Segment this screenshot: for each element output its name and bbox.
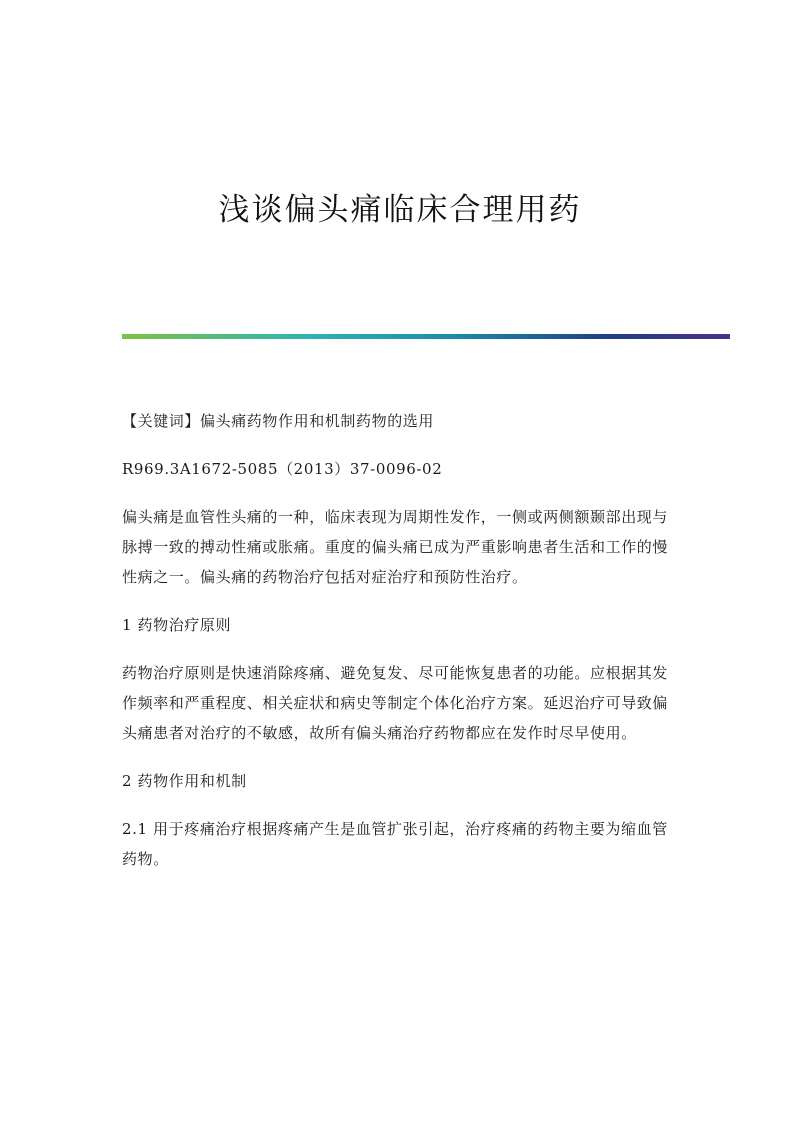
intro-paragraph: 偏头痛是血管性头痛的一种，临床表现为周期性发作，一侧或两侧额颞部出现与脉搏一致的搏动性痛或胀痛。重度的偏头痛已成为严重影响患者生活和工作的慢性病之一。偏头痛的药物治疗包括对症治疗和预防性治疗。 xyxy=(122,508,669,586)
document-title: 浅谈偏头痛临床合理用药 xyxy=(218,192,582,228)
section-heading-principles: 1 药物治疗原则 xyxy=(122,616,232,634)
gradient-divider xyxy=(122,334,730,339)
document-body xyxy=(122,406,682,892)
principles-paragraph: 药物治疗原则是快速消除疼痛、避免复发、尽可能恢复患者的功能。应根据其发作频率和严重程度、相关症状和病史等制定个体化治疗方案。延迟治疗可导致偏头痛患者对治疗的不敏感，故所有偏头痛治疗药物都应在发作时尽早使用。 xyxy=(122,664,669,742)
keywords-line: 【关键词】偏头痛药物作用和机制药物的选用 xyxy=(122,412,435,430)
section-heading-mechanism: 2 药物作用和机制 xyxy=(122,772,247,790)
classification-line: R969.3A1672-5085（2013）37-0096-02 xyxy=(122,460,443,478)
mechanism-paragraph: 2.1 用于疼痛治疗根据疼痛产生是血管扩张引起，治疗疼痛的药物主要为缩血管药物。 xyxy=(122,820,668,868)
